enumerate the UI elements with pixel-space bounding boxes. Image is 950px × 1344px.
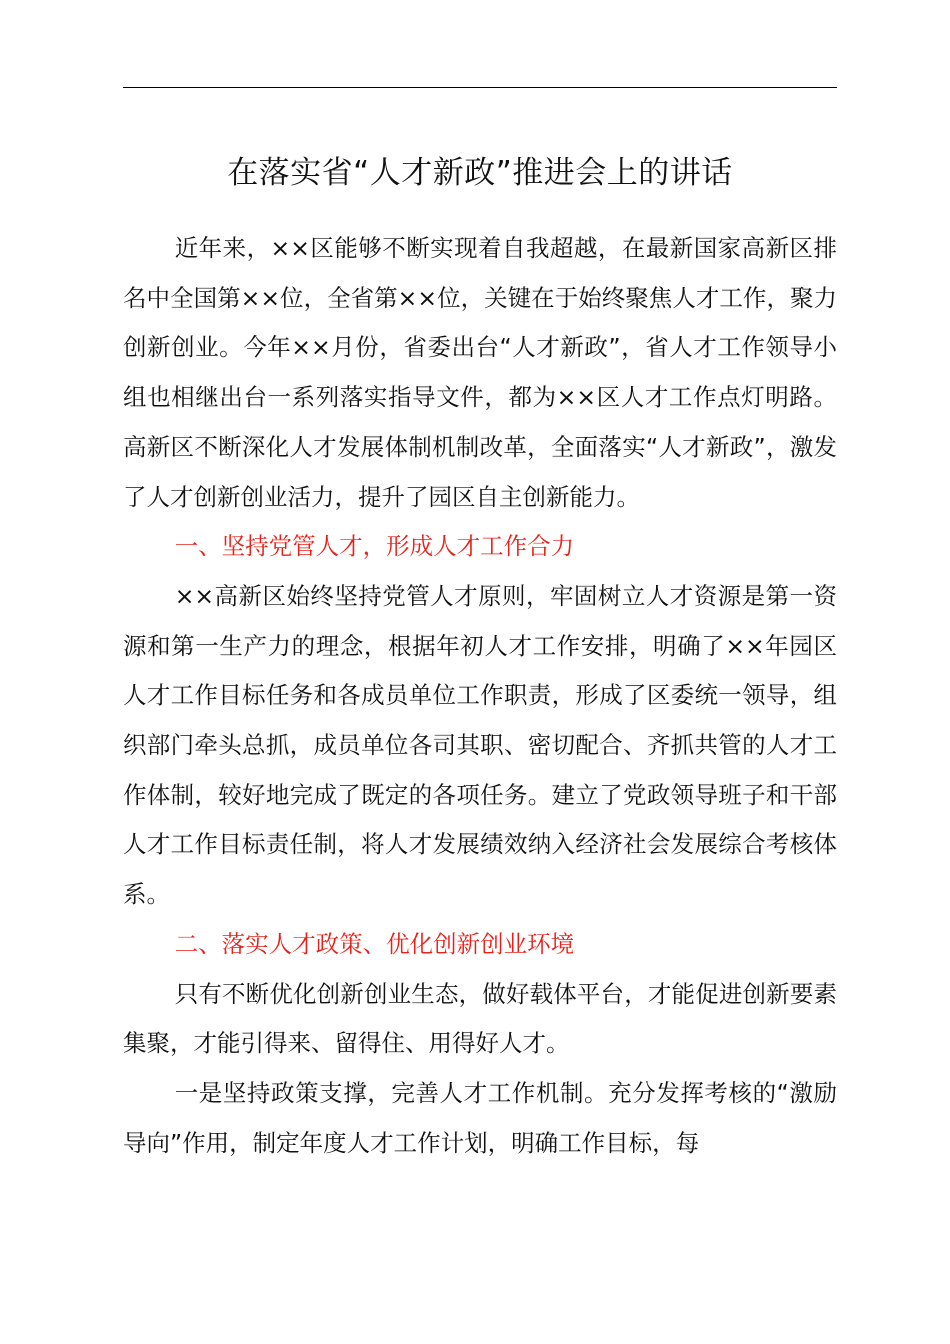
- header-rule: [123, 87, 837, 88]
- paragraph-intro: 近年来，××区能够不断实现着自我超越，在最新国家高新区排名中全国第××位，全省第××位，关键在于始终聚焦人才工作，聚力创新创业。今年××月份，省委出台“人才新政”，省人才工作领导小组也相继出台一系列落实指导文件，都为××区人才工作点灯明路。高新区不断深化人才发展体制机制改革，全面落实“人才新政”，激发了人才创新创业活力，提升了园区自主创新能力。: [123, 234, 837, 511]
- paragraph-point-1: 一是坚持政策支撑，完善人才工作机制。充分发挥考核的“激励导向”作用，制定年度人才工作计划，明确工作目标，每: [123, 1078, 837, 1157]
- section-heading-1: 一、坚持党管人才，形成人才工作合力: [174, 532, 575, 561]
- paragraph-section-1: ××高新区始终坚持党管人才原则，牢固树立人才资源是第一资源和第一生产力的理念，根据年初人才工作安排，明确了××年园区人才工作目标任务和各成员单位工作职责，形成了区委统一领导，组织部门牵头总抓，成员单位各司其职、密切配合、齐抓共管的人才工作体制，较好地完成了既定的各项任务。建立了党政领导班子和干部人才工作目标责任制，将人才发展绩效纳入经济社会发展综合考核体系。: [123, 581, 837, 909]
- document-title: 在落实省“人才新政”推进会上的讲话: [227, 155, 733, 191]
- document-body: [123, 224, 837, 1168]
- paragraph-section-2: 只有不断优化创新创业生态，做好载体平台，才能促进创新要素集聚，才能引得来、留得住、用得好人才。: [123, 979, 837, 1058]
- section-heading-2: 二、落实人才政策、优化创新创业环境: [174, 929, 575, 958]
